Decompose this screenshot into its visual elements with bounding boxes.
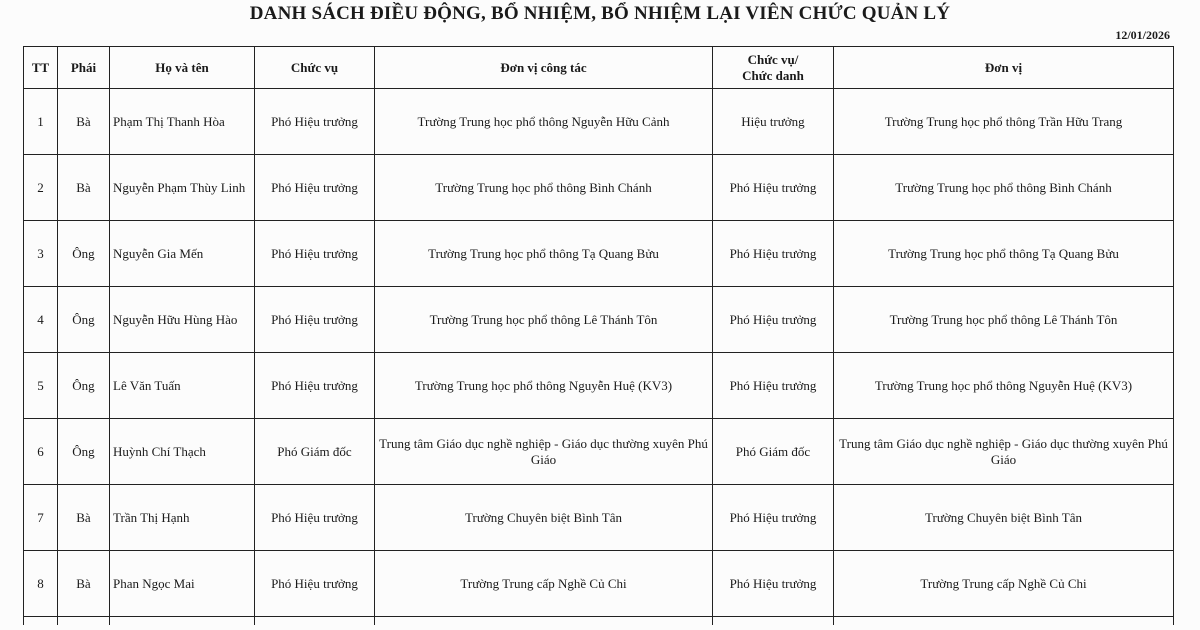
header-don-vi-cong-tac: Đơn vị công tác — [375, 47, 713, 89]
cell-phai: Ông — [58, 353, 110, 419]
document-title: DANH SÁCH ĐIỀU ĐỘNG, BỔ NHIỆM, BỔ NHIỆM LẠI VIÊN CHỨC QUẢN LÝ — [249, 3, 951, 24]
table-row — [24, 551, 1174, 617]
cell-ho-ten: Phạm Thị Thanh Hòa — [110, 89, 255, 155]
header-tt: TT — [24, 47, 58, 89]
cell-ho-ten: Nguyễn Phạm Thùy Linh — [110, 155, 255, 221]
cell-don-vi: Trường Chuyên biệt Bình Tân — [834, 485, 1174, 551]
empty-cell — [255, 617, 375, 626]
table-row — [24, 485, 1174, 551]
cell-ho-ten: Nguyễn Hữu Hùng Hào — [110, 287, 255, 353]
cell-don-vi: Trường Trung học phổ thông Bình Chánh — [834, 155, 1174, 221]
header-don-vi: Đơn vị — [834, 47, 1174, 89]
cell-chuc-vu: Phó Hiệu trưởng — [255, 485, 375, 551]
cell-phai: Bà — [58, 89, 110, 155]
cell-chuc-vu-moi: Phó Hiệu trưởng — [713, 353, 834, 419]
cell-ho-ten: Phan Ngọc Mai — [110, 551, 255, 617]
cell-chuc-vu: Phó Hiệu trưởng — [255, 155, 375, 221]
table-header-row — [24, 47, 1174, 89]
appointment-table — [23, 46, 1174, 625]
empty-cell — [375, 617, 713, 626]
table-row-partial — [24, 617, 1174, 626]
cell-chuc-vu-moi: Phó Hiệu trưởng — [713, 287, 834, 353]
cell-chuc-vu: Phó Hiệu trưởng — [255, 551, 375, 617]
header-chuc-vu-chuc-danh — [713, 47, 834, 89]
cell-phai: Bà — [58, 485, 110, 551]
cell-chuc-vu-moi: Phó Hiệu trưởng — [713, 155, 834, 221]
empty-cell — [110, 617, 255, 626]
cell-chuc-vu-moi: Phó Hiệu trưởng — [713, 221, 834, 287]
table-row — [24, 287, 1174, 353]
table-row — [24, 155, 1174, 221]
empty-cell — [834, 617, 1174, 626]
document-date: 12/01/2026 — [1115, 28, 1170, 42]
cell-tt: 4 — [24, 287, 58, 353]
cell-don-vi-cong-tac: Trường Trung học phổ thông Bình Chánh — [375, 155, 713, 221]
cell-chuc-vu-moi: Phó Hiệu trưởng — [713, 485, 834, 551]
cell-phai: Ông — [58, 287, 110, 353]
cell-tt: 1 — [24, 89, 58, 155]
cell-phai: Ông — [58, 221, 110, 287]
cell-don-vi: Trường Trung học phổ thông Lê Thánh Tôn — [834, 287, 1174, 353]
cell-don-vi-cong-tac: Trường Trung học phổ thông Nguyễn Hữu Cảnh — [375, 89, 713, 155]
header-chuc-vu-line1: Chức vụ/ — [747, 51, 799, 67]
cell-phai: Ông — [58, 419, 110, 485]
cell-ho-ten: Lê Văn Tuấn — [110, 353, 255, 419]
cell-don-vi-cong-tac: Trường Trung học phổ thông Lê Thánh Tôn — [375, 287, 713, 353]
cell-don-vi: Trường Trung học phổ thông Nguyễn Huệ (KV3) — [834, 353, 1174, 419]
cell-ho-ten: Trần Thị Hạnh — [110, 485, 255, 551]
cell-chuc-vu: Phó Hiệu trưởng — [255, 89, 375, 155]
header-phai: Phái — [58, 47, 110, 89]
cell-don-vi-cong-tac: Trường Chuyên biệt Bình Tân — [375, 485, 713, 551]
cell-chuc-vu-moi: Phó Giám đốc — [713, 419, 834, 485]
cell-chuc-vu-moi: Hiệu trưởng — [713, 89, 834, 155]
table-row — [24, 89, 1174, 155]
header-chuc-danh-line2: Chức danh — [742, 67, 804, 83]
cell-ho-ten: Huỳnh Chí Thạch — [110, 419, 255, 485]
table-body — [24, 89, 1174, 626]
cell-tt: 5 — [24, 353, 58, 419]
cell-tt: 6 — [24, 419, 58, 485]
empty-cell — [713, 617, 834, 626]
empty-cell — [24, 617, 58, 626]
cell-chuc-vu: Phó Hiệu trưởng — [255, 221, 375, 287]
cell-don-vi-cong-tac: Trung tâm Giáo dục nghề nghiệp - Giáo dục thường xuyên Phú Giáo — [375, 419, 713, 485]
cell-don-vi: Trường Trung học phổ thông Tạ Quang Bửu — [834, 221, 1174, 287]
cell-chuc-vu: Phó Hiệu trưởng — [255, 287, 375, 353]
cell-chuc-vu-moi: Phó Hiệu trưởng — [713, 551, 834, 617]
empty-cell — [58, 617, 110, 626]
cell-don-vi-cong-tac: Trường Trung cấp Nghề Củ Chi — [375, 551, 713, 617]
cell-phai: Bà — [58, 551, 110, 617]
cell-tt: 3 — [24, 221, 58, 287]
cell-don-vi: Trung tâm Giáo dục nghề nghiệp - Giáo dục thường xuyên Phú Giáo — [834, 419, 1174, 485]
cell-ho-ten: Nguyễn Gia Mến — [110, 221, 255, 287]
cell-tt: 2 — [24, 155, 58, 221]
cell-tt: 8 — [24, 551, 58, 617]
cell-phai: Bà — [58, 155, 110, 221]
table-row — [24, 221, 1174, 287]
cell-chuc-vu: Phó Giám đốc — [255, 419, 375, 485]
header-chuc-vu: Chức vụ — [255, 47, 375, 89]
cell-don-vi: Trường Trung học phổ thông Trần Hữu Trang — [834, 89, 1174, 155]
header-ho-ten: Họ và tên — [110, 47, 255, 89]
cell-don-vi-cong-tac: Trường Trung học phổ thông Nguyễn Huệ (KV3) — [375, 353, 713, 419]
cell-chuc-vu: Phó Hiệu trưởng — [255, 353, 375, 419]
cell-don-vi: Trường Trung cấp Nghề Củ Chi — [834, 551, 1174, 617]
cell-tt: 7 — [24, 485, 58, 551]
table-row — [24, 353, 1174, 419]
table-row — [24, 419, 1174, 485]
cell-don-vi-cong-tac: Trường Trung học phổ thông Tạ Quang Bửu — [375, 221, 713, 287]
